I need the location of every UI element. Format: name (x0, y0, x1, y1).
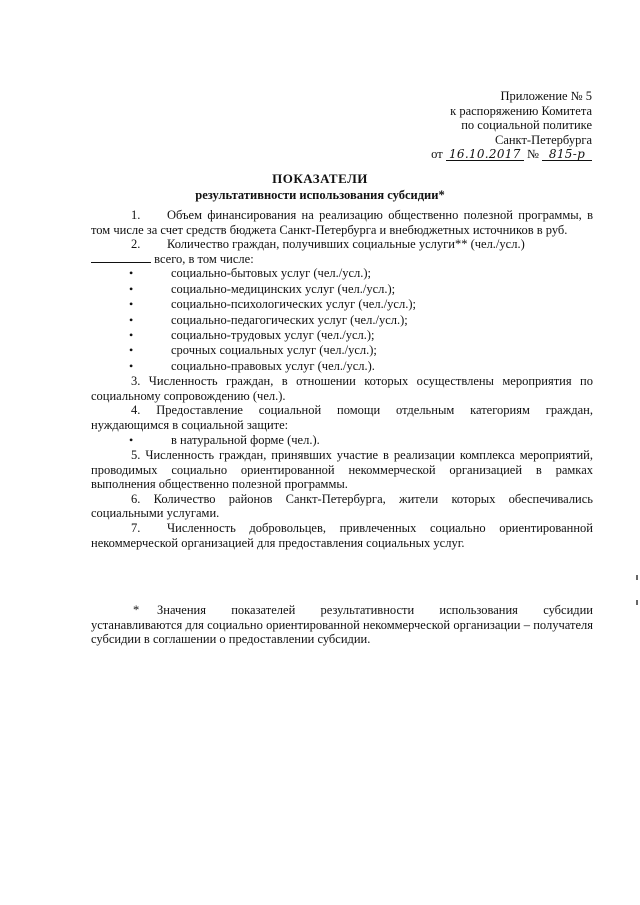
footnote-text: Значения показателей результативности использования субсидии устанавливаются для социально ориентированной некоммерческой организации – получателя субсидии в соглашении о предоставлении субсидии. (91, 603, 593, 647)
scan-mark (636, 575, 638, 580)
bullet-icon: • (129, 312, 134, 327)
handwritten-number: 815-р (542, 148, 592, 161)
list-item: • срочных социальных услуг (чел./усл.); (129, 343, 377, 358)
footnote (91, 603, 593, 647)
footnote-star: * (133, 603, 140, 617)
item-7-text: Численность добровольцев, привлеченных социально ориентированной некоммерческой организацией для предоставления социальных услуг. (91, 520, 593, 550)
appendix-line-2: к распоряжению Комитета (450, 103, 592, 118)
item-1-number: 1. (131, 208, 141, 222)
list-item: • социально-педагогических услуг (чел./усл.); (129, 312, 408, 327)
bullet-icon: • (129, 266, 134, 281)
item-2-text: Количество граждан, получивших социальные услуги** (чел./усл.) (167, 237, 525, 252)
bullet-icon: • (129, 358, 134, 373)
appendix-number: Приложение № 5 (500, 89, 592, 103)
list-item: • социально-медицинских услуг (чел./усл.); (129, 281, 396, 296)
title-main: ПОКАЗАТЕЛИ (272, 171, 368, 186)
handwritten-date: 16.10.2017 (446, 148, 524, 161)
indicators-list (91, 208, 593, 550)
item-5: 5. Численность граждан, принявших участие в реализации комплекса мероприятий, проводимых социально ориентированной некоммерческой организацией в рамках выполнения общественно полезной программы. (91, 448, 593, 492)
number-label: № (526, 147, 539, 161)
appendix-line-3: по социальной политике (461, 118, 592, 132)
scan-mark (636, 600, 638, 605)
item-7 (91, 521, 593, 550)
item-3: 3. Численность граждан, в отношении которых осуществлены мероприятия по социальному сопровождению (чел.). (91, 374, 593, 403)
list-item: • социально-психологических услуг (чел./усл.); (129, 297, 416, 312)
bullet-icon: • (129, 432, 134, 447)
item-2-bullets (91, 266, 593, 374)
bullet-icon: • (129, 343, 134, 358)
item-2 (91, 237, 593, 252)
item-1 (91, 208, 593, 237)
item-2-tail-text: всего, в том числе: (154, 251, 254, 266)
item-6: 6. Количество районов Санкт-Петербурга, жители которых обеспечивались социальными услугами. (91, 491, 593, 521)
item-4: 4. Предоставление социальной помощи отдельным категориям граждан, нуждающимся в социальной защите: (91, 403, 593, 432)
document-title (0, 171, 640, 203)
bullet-icon: • (129, 297, 134, 312)
item-1-text: Объем финансирования на реализацию общественно полезной программы, в том числе за счет средств бюджета Санкт-Петербурга и внебюджетных источников в руб. (91, 208, 593, 237)
list-item: • социально-бытовых услуг (чел./усл.); (129, 266, 372, 281)
from-label: от (431, 147, 443, 161)
list-item: • социально-трудовых услуг (чел./усл.); (129, 328, 375, 342)
title-sub: результативности использования субсидии* (195, 188, 445, 202)
list-item: • в натуральной форме (чел.). (129, 432, 320, 447)
list-item: • социально-правовых услуг (чел./усл.). (129, 358, 375, 373)
item-2-number: 2. (131, 237, 141, 252)
item-2-tail (91, 252, 593, 267)
blank-line (91, 252, 151, 263)
item-4-bullets (91, 433, 593, 448)
appendix-line-4: Санкт-Петербурга (494, 132, 592, 147)
date-number-line (352, 147, 592, 162)
bullet-icon: • (129, 328, 134, 342)
bullet-icon: • (129, 281, 134, 296)
appendix-header (352, 89, 592, 162)
item-7-number: 7. (131, 520, 141, 535)
